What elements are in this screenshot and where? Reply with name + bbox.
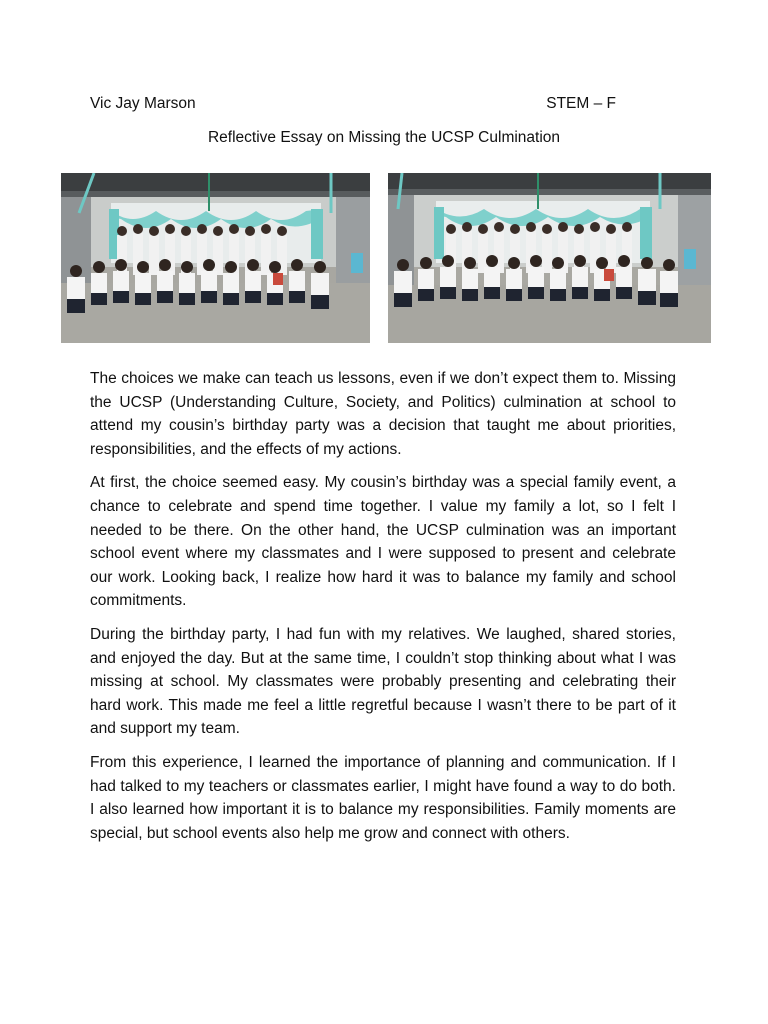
essay-title: Reflective Essay on Missing the UCSP Culmination: [207, 129, 561, 146]
section-name: STEM – F: [546, 95, 616, 112]
paragraph-4: From this experience, I learned the importance of planning and communication. If I had talked to my teachers or classmates earlier, I might have found a way to do both. I also learned how important it is to balance my responsibilities. Family moments are special, but school events also help me grow and connect with others.: [90, 753, 676, 842]
group-photo-right: [388, 173, 711, 343]
author-name: Vic Jay Marson: [90, 95, 196, 112]
group-photo-left-image: [61, 173, 370, 343]
essay-body: [90, 367, 676, 855]
paragraph-2: At first, the choice seemed easy. My cousin’s birthday was a special family event, a chance to celebrate and spend time together. I value my family a lot, so I felt I needed to be there. On the other hand, the UCSP culmination was an important school event where my classmates and I were supposed to present and celebrate our work. Looking back, I realize how hard it was to balance my family and school commitments.: [90, 474, 676, 610]
paragraph-1: The choices we make can teach us lessons, even if we don’t expect them to. Missing the UCSP (Understanding Culture, Society, and Politics) culmination at school to attend my cousin’s birthday party was a decision that taught me about priorities, responsibilities, and the effects of my actions.: [90, 370, 676, 458]
header-line: [90, 94, 616, 114]
paragraph-3: During the birthday party, I had fun with my relatives. We laughed, shared stories, and enjoyed the day. But at the same time, I couldn’t stop thinking about what I was missing at school. My classmates were probably presenting and celebrating their hard work. This made me feel a little regretful because I wasn’t there to be part of it and support my team.: [90, 625, 676, 738]
group-photo-left: [61, 173, 370, 343]
group-photo-right-image: [388, 173, 711, 343]
